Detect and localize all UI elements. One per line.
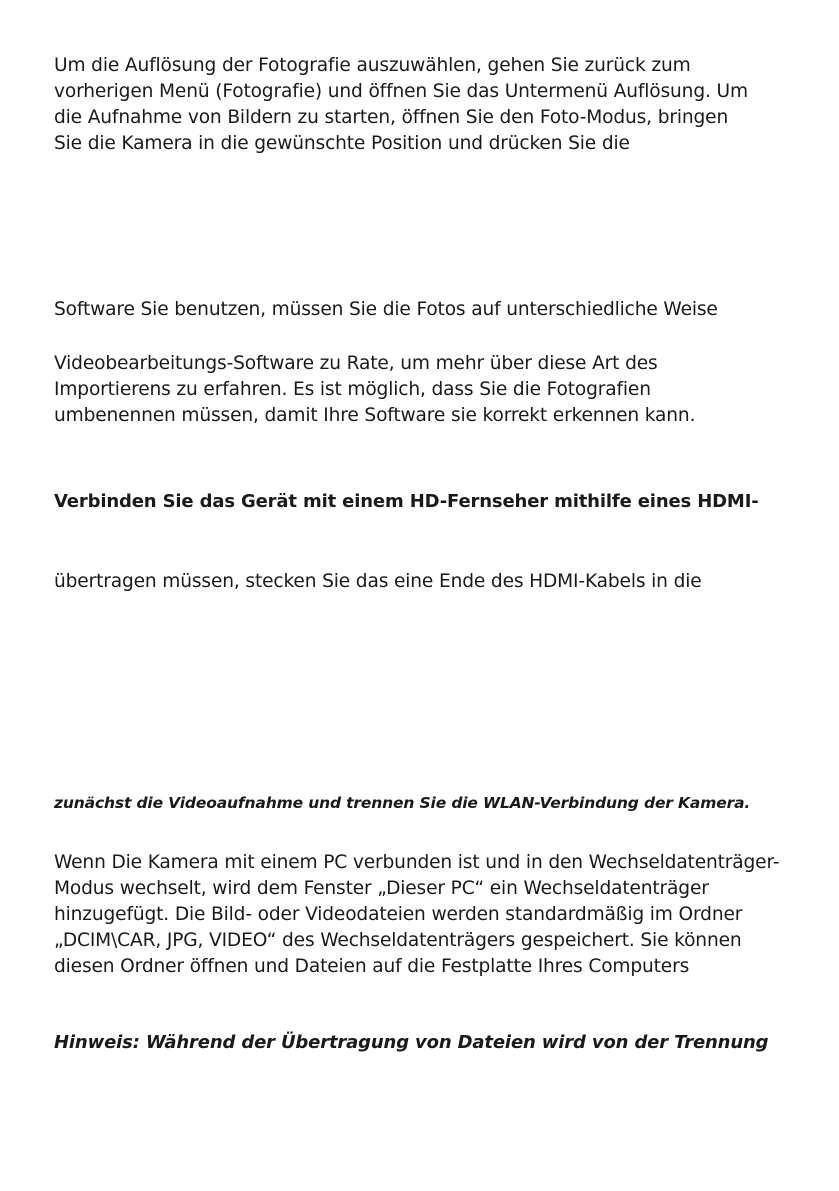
paragraph-wlan-note (54, 790, 799, 816)
text-line: Modus wechselt, wird dem Fenster „Dieser PC“ ein Wechseldatenträger (54, 878, 709, 899)
paragraph-photo-resolution (54, 53, 799, 157)
text-line: vorherigen Menü (Fotografie) und öffnen Sie das Untermenü Auflösung. Um (54, 81, 748, 102)
paragraph-hdmi-transfer (54, 569, 799, 595)
text-line: zunächst die Videoaufnahme und trennen Sie die WLAN-Verbindung der Kamera. (54, 794, 751, 812)
text-line: diesen Ordner öffnen und Dateien auf die Festplatte Ihres Computers (54, 956, 690, 977)
text-line: Importierens zu erfahren. Es ist möglich, dass Sie die Fotografien (54, 379, 651, 400)
text-line: die Aufnahme von Bildern zu starten, öffnen Sie den Foto-Modus, bringen (54, 107, 729, 128)
paragraph-software-import (54, 297, 799, 323)
text-line: Videobearbeitungs-Software zu Rate, um mehr über diese Art des (54, 353, 658, 374)
paragraph-video-editing (54, 351, 799, 429)
text-line: Software Sie benutzen, müssen Sie die Fotos auf unterschiedliche Weise (54, 299, 718, 320)
text-line: Verbinden Sie das Gerät mit einem HD-Fernseher mithilfe eines HDMI- (54, 491, 759, 512)
text-line: hinzugefügt. Die Bild- oder Videodateien werden standardmäßig im Ordner (54, 904, 743, 925)
text-line: Um die Auflösung der Fotografie auszuwählen, gehen Sie zurück zum (54, 55, 691, 76)
paragraph-hdmi-heading (54, 489, 799, 515)
paragraph-transfer-hint (54, 1030, 799, 1056)
paragraph-removable-drive (54, 850, 799, 980)
text-line: „DCIM\CAR, JPG, VIDEO“ des Wechseldatenträgers gespeichert. Sie können (54, 930, 742, 951)
text-line: übertragen müssen, stecken Sie das eine Ende des HDMI-Kabels in die (54, 571, 702, 592)
text-line: Hinweis: Während der Übertragung von Dateien wird von der Trennung (54, 1032, 769, 1053)
text-line: umbenennen müssen, damit Ihre Software sie korrekt erkennen kann. (54, 405, 696, 426)
text-line: Wenn Die Kamera mit einem PC verbunden ist und in den Wechseldatenträger- (54, 852, 780, 873)
text-line: Sie die Kamera in die gewünschte Position und drücken Sie die (54, 133, 630, 154)
